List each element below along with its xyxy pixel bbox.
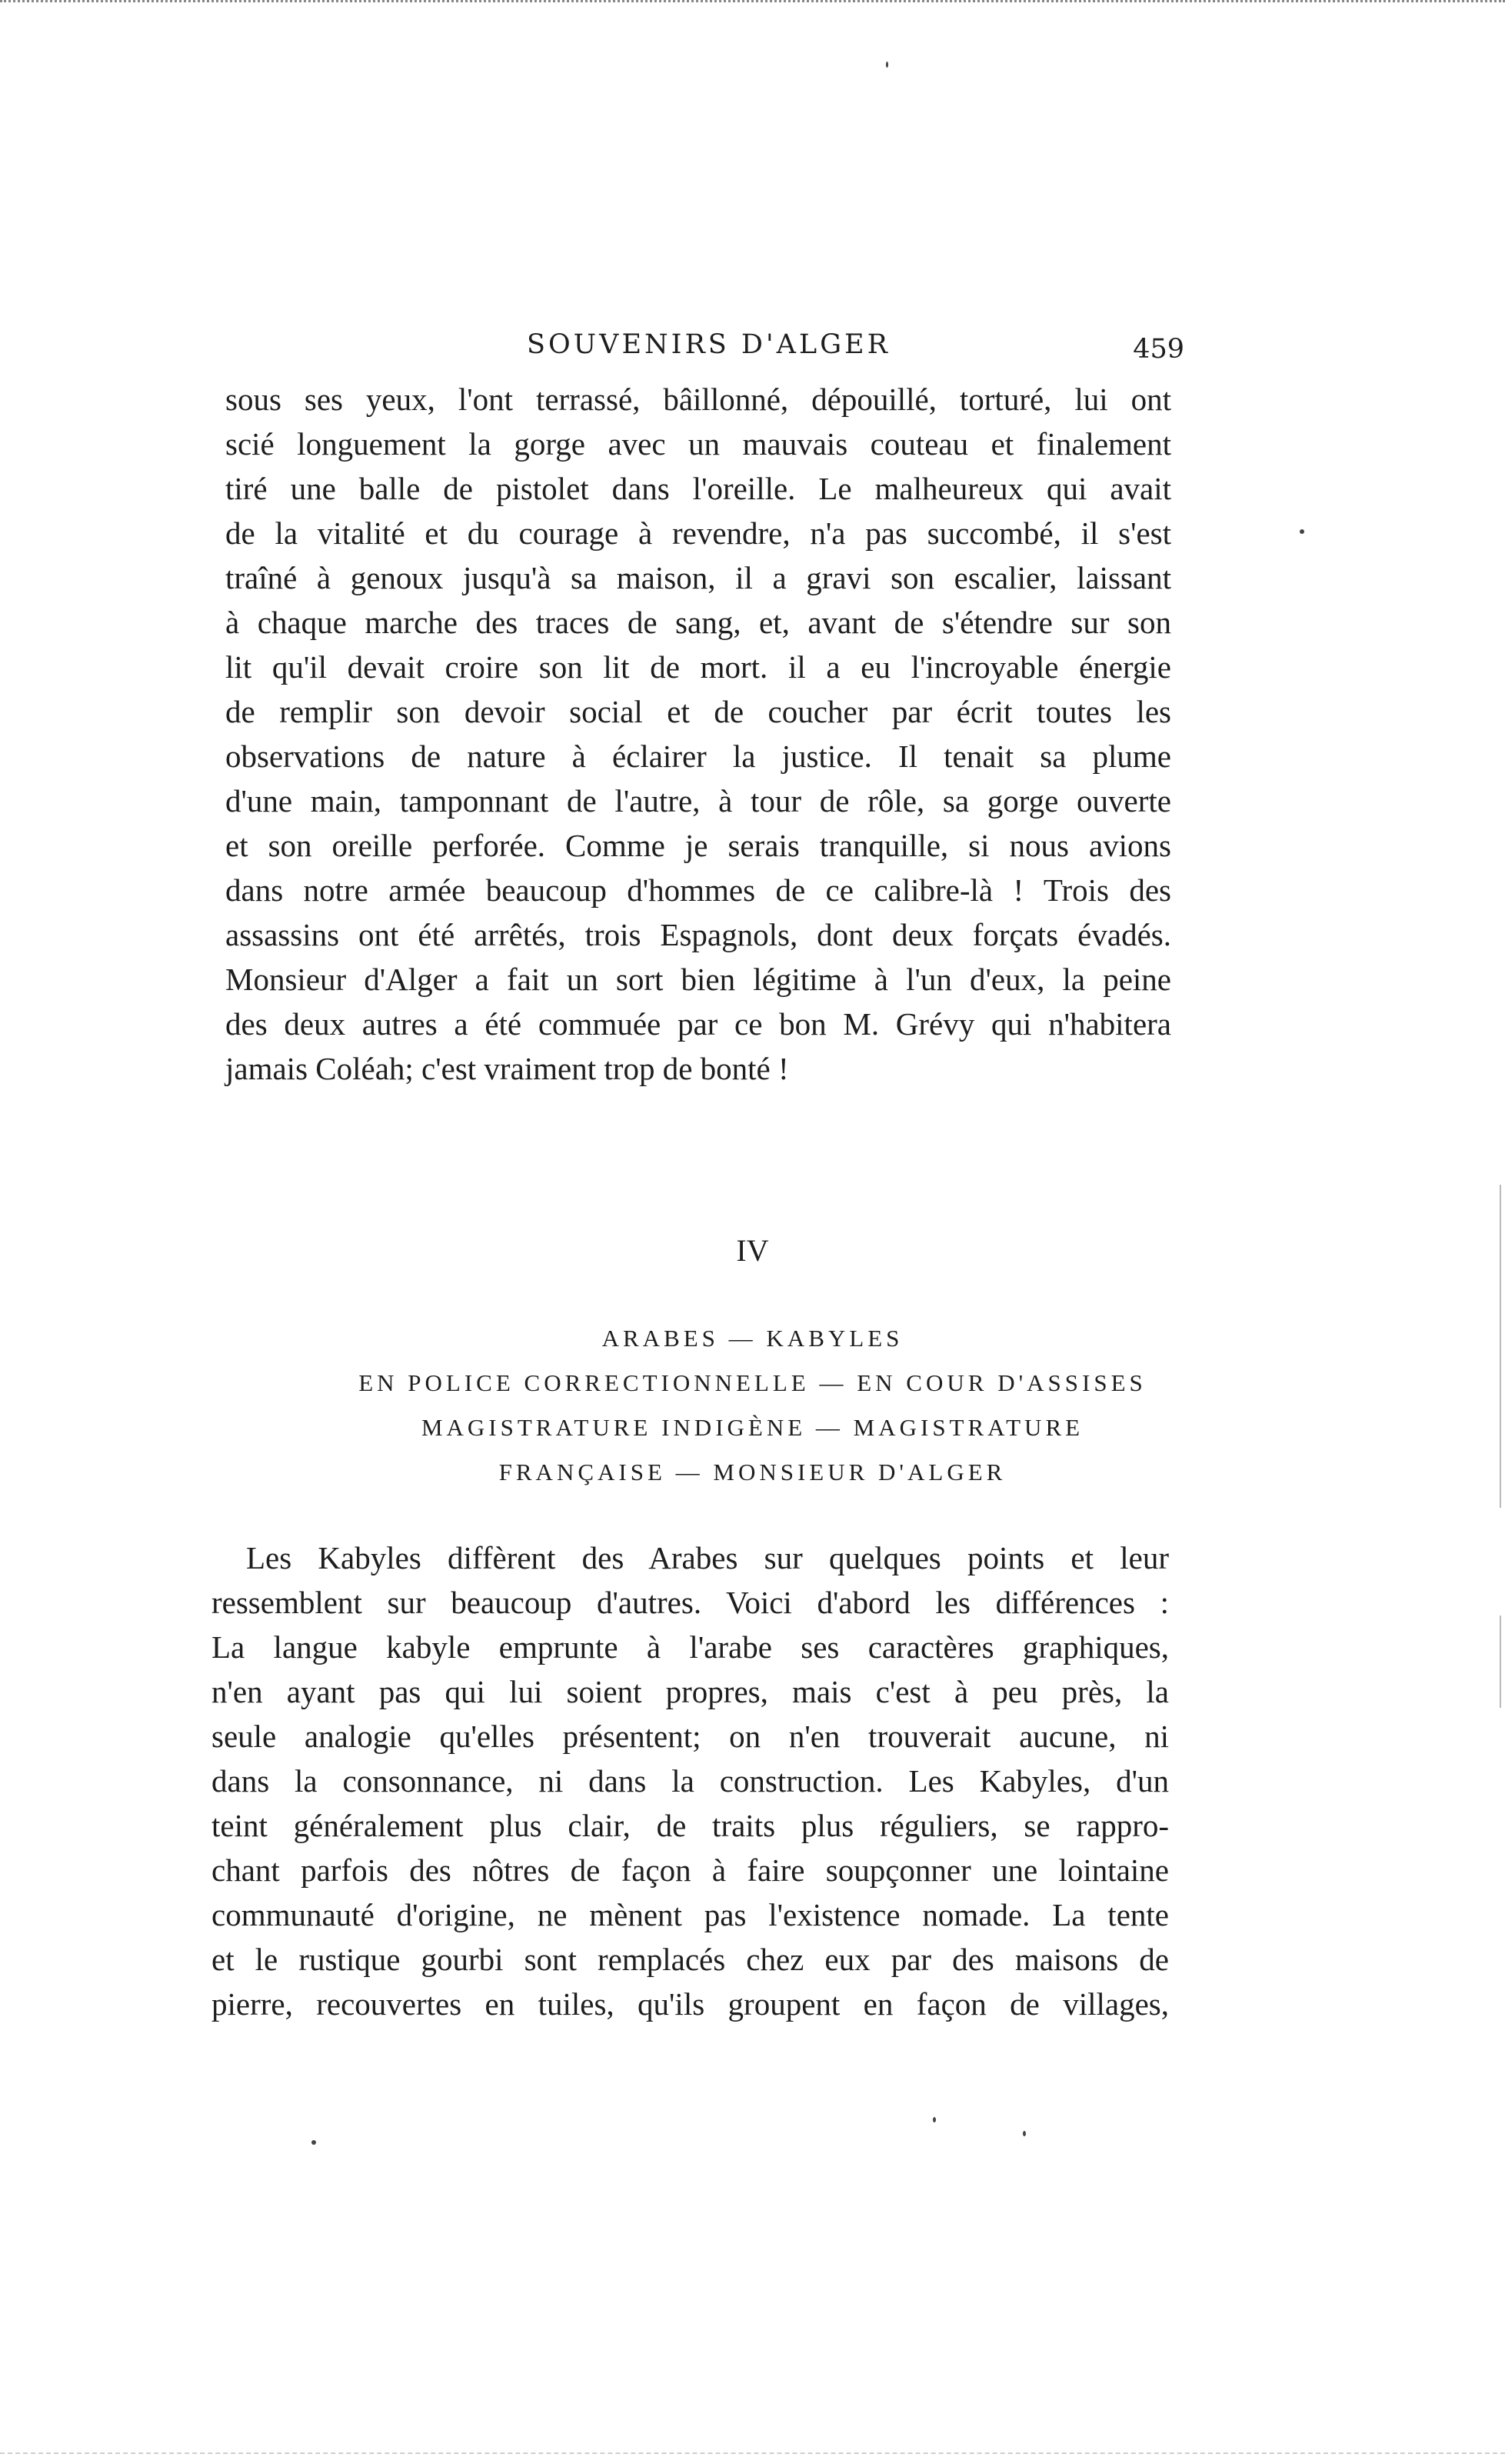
text-line: La langue kabyle emprunte à l'arabe ses caractères graphiques, xyxy=(211,1629,1169,1665)
scan-speck xyxy=(933,2117,936,2122)
page-number: 459 xyxy=(1133,334,1184,365)
scan-speck xyxy=(1300,529,1304,534)
text-line: de remplir son devoir social et de coucher par écrit toutes les xyxy=(225,694,1171,729)
scan-edge-mark xyxy=(1500,1185,1501,1508)
text-line: dans la consonnance, ni dans la construction. Les Kabyles, d'un xyxy=(211,1763,1169,1799)
scan-speck xyxy=(1023,2131,1026,2136)
text-line: chant parfois des nôtres de façon à faire soupçonner une lointaine xyxy=(211,1852,1169,1888)
text-line: des deux autres a été commuée par ce bon M. Grévy qui n'habitera xyxy=(225,1006,1171,1042)
text-line: à chaque marche des traces de sang, et, avant de s'étendre sur son xyxy=(225,605,1171,640)
text-line: seule analogie qu'elles présentent; on n'en trouverait aucune, ni xyxy=(211,1719,1169,1754)
running-title: SOUVENIRS D'ALGER xyxy=(527,329,891,360)
text-line: dans notre armée beaucoup d'hommes de ce calibre-là ! Trois des xyxy=(225,872,1171,908)
text-line: teint généralement plus clair, de traits plus réguliers, se rappro- xyxy=(211,1808,1169,1843)
subtitle-line: MAGISTRATURE INDIGÈNE — MAGISTRATURE xyxy=(421,1414,1084,1441)
text-line: lit qu'il devait croire son lit de mort. il a eu l'incroyable énergie xyxy=(225,649,1171,685)
scan-speck xyxy=(886,62,888,68)
subtitle-line: FRANÇAISE — MONSIEUR D'ALGER xyxy=(498,1459,1007,1485)
text-line: Les Kabyles diffèrent des Arabes sur quelques points et leur xyxy=(246,1540,1169,1575)
text-line: jamais Coléah; c'est vraiment trop de bonté ! xyxy=(225,1051,789,1086)
text-line: d'une main, tamponnant de l'autre, à tour de rôle, sa gorge ouverte xyxy=(225,783,1171,819)
text-line: traîné à genoux jusqu'à sa maison, il a gravi son escalier, laissant xyxy=(225,560,1171,595)
text-line: ressemblent sur beaucoup d'autres. Voici d'abord les différences : xyxy=(211,1585,1169,1620)
text-line: Monsieur d'Alger a fait un sort bien légitime à l'un d'eux, la peine xyxy=(225,962,1171,997)
text-line: et le rustique gourbi sont remplacés chez eux par des maisons de xyxy=(211,1942,1169,1977)
scan-bottom-border xyxy=(0,2452,1505,2454)
text-line: assassins ont été arrêtés, trois Espagnols, dont deux forçats évadés. xyxy=(225,917,1171,952)
text-line: observations de nature à éclairer la justice. Il tenait sa plume xyxy=(225,739,1171,774)
running-header xyxy=(215,323,1184,369)
text-line: n'en ayant pas qui lui soient propres, mais c'est à peu près, la xyxy=(211,1674,1169,1709)
subtitle-line: ARABES — KABYLES xyxy=(601,1325,904,1352)
subtitle-line: EN POLICE CORRECTIONNELLE — EN COUR D'ASSISES xyxy=(358,1369,1147,1396)
scan-speck xyxy=(311,2140,316,2145)
text-line: communauté d'origine, ne mènent pas l'existence nomade. La tente xyxy=(211,1897,1169,1932)
scan-top-border xyxy=(0,0,1505,2)
text-line: et son oreille perforée. Comme je serais tranquille, si nous avions xyxy=(225,828,1171,863)
text-line: sous ses yeux, l'ont terrassé, bâillonné, dépouillé, torturé, lui ont xyxy=(225,382,1171,417)
scan-edge-mark xyxy=(1500,1615,1501,1708)
text-line: scié longuement la gorge avec un mauvais couteau et finalement xyxy=(225,426,1171,462)
section-number: IV xyxy=(736,1233,769,1268)
text-line: tiré une balle de pistolet dans l'oreille. Le malheureux qui avait xyxy=(225,471,1171,506)
text-line: pierre, recouvertes en tuiles, qu'ils groupent en façon de villages, xyxy=(211,1986,1169,2022)
text-line: de la vitalité et du courage à revendre, n'a pas succombé, il s'est xyxy=(225,515,1171,551)
